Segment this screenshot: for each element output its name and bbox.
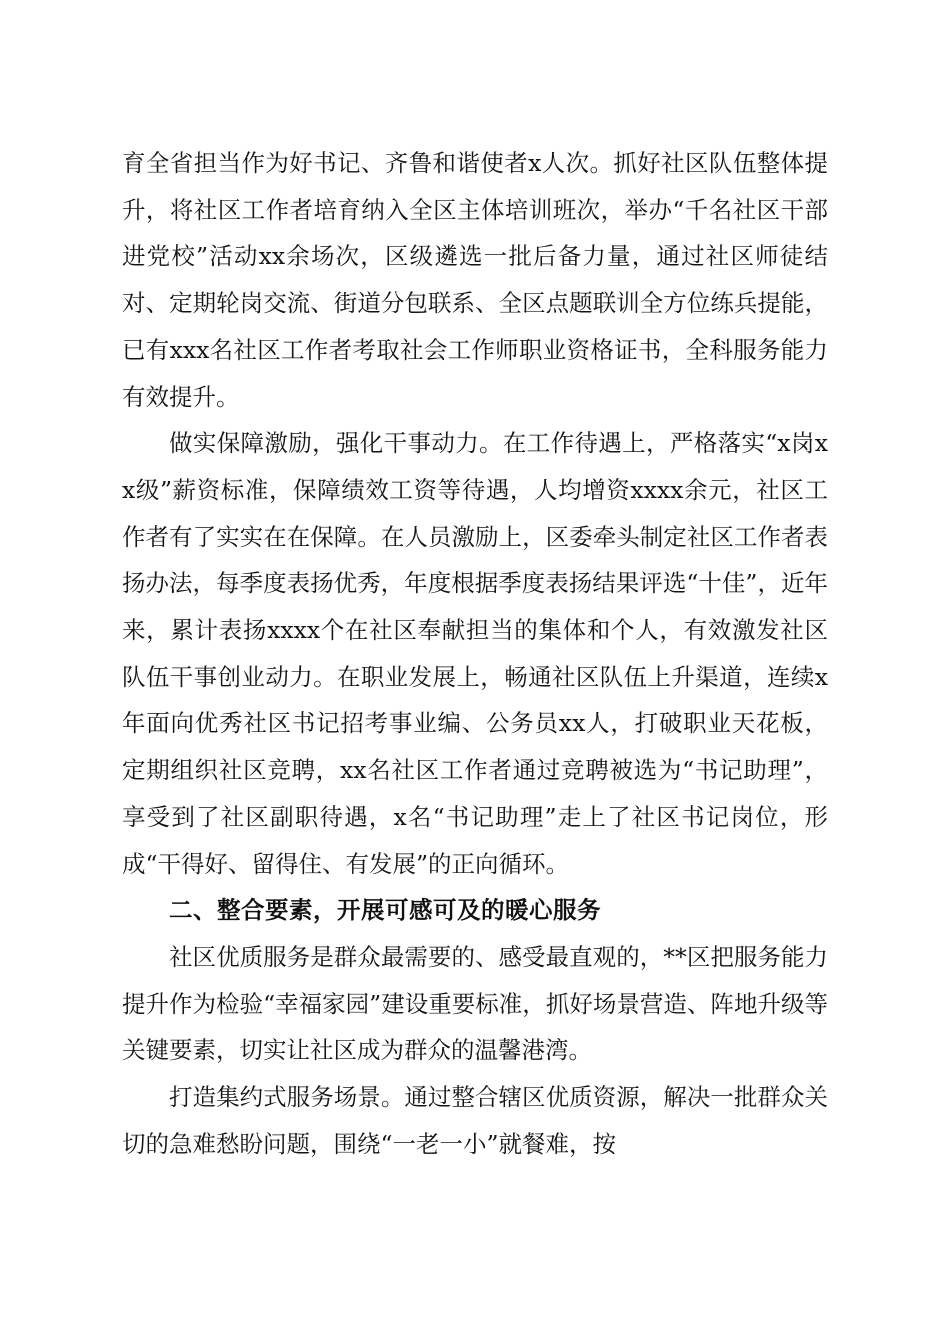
paragraph-service-scene: 打造集约式服务场景。通过整合辖区优质资源，解决一批群众关切的急难愁盼问题，围绕“一老一小”就餐难，按 xyxy=(122,1083,828,1158)
section-heading: 二、整合要素，开展可感可及的暖心服务 xyxy=(169,896,601,925)
paragraph-incentive-guarantee: 做实保障激励，强化干事动力。在工作待遇上，严格落实“x岗xx级”薪资标准，保障绩效工资等待遇，人均增资xxxx余元，社区工作者有了实实在在保障。在人员激励上，区委牵头制定社区工作者表扬办法，每季度表扬优秀，年度根据季度表扬结果评选“十佳”，近年来，累计表扬xxxx个在社区奉献担当的集体和个人，有效激发社区队伍干事创业动力。在职业发展上，畅通社区队伍上升渠道，连续x年面向优秀社区书记招考事业编、公务员xx人，打破职业天花板，定期组织社区竞聘，xx名社区工作者通过竞聘被选为“书记助理”，享受到了社区副职待遇，x名“书记助理”走上了社区书记岗位，形成“干得好、留得住、有发展”的正向循环。 xyxy=(122,429,828,878)
paragraph-community-team-training: 育全省担当作为好书记、齐鲁和谐使者x人次。抓好社区队伍整体提升，将社区工作者培育纳入全区主体培训班次，举办“千名社区干部进党校”活动xx余场次，区级遴选一批后备力量，通过社区师徒结对、定期轮岗交流、街道分包联系、全区点题联训全方位练兵提能，已有xxx名社区工作者考取社会工作师职业资格证书，全科服务能力有效提升。 xyxy=(122,149,828,411)
document-body xyxy=(122,140,828,1167)
paragraph-quality-service: 社区优质服务是群众最需要的、感受最直观的，**区把服务能力提升作为检验“幸福家园”建设重要标准，抓好场景营造、阵地升级等关键要素，切实让社区成为群众的温馨港湾。 xyxy=(122,942,828,1065)
